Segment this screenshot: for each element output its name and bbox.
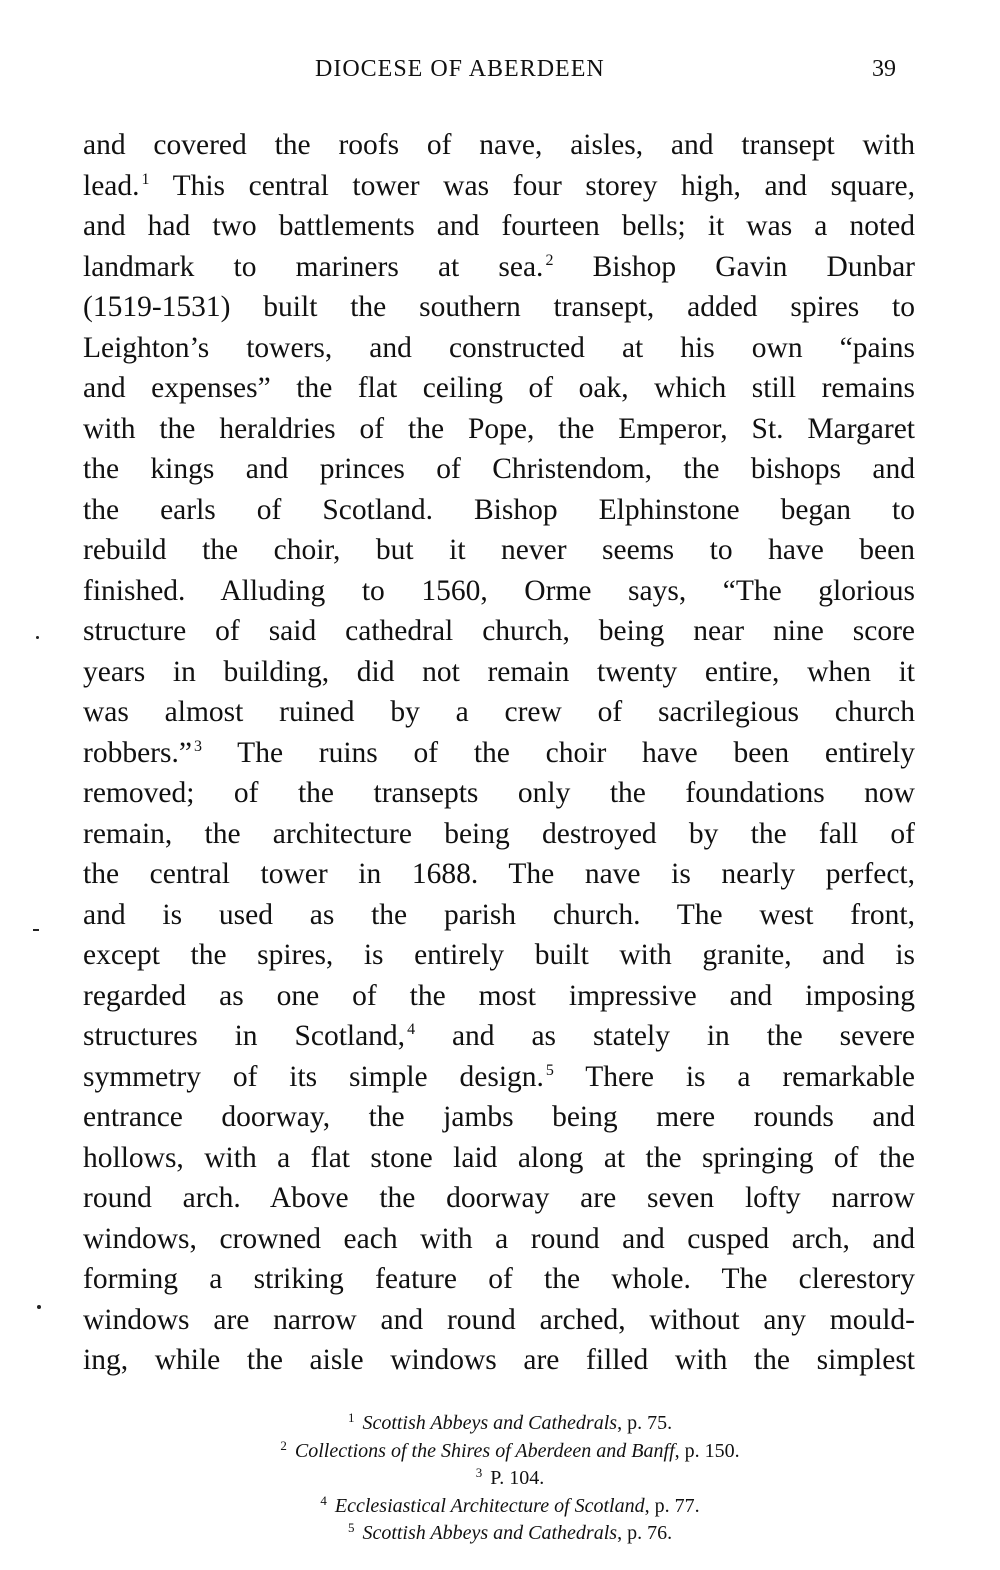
footnote-reference: 3 bbox=[193, 737, 202, 755]
scan-speck bbox=[37, 1305, 41, 1309]
text-line bbox=[83, 1219, 915, 1260]
text-line bbox=[83, 1300, 915, 1341]
line-text: with the heraldries of the Pope, the Emperor, St. Margaret bbox=[83, 412, 915, 445]
text-line bbox=[83, 166, 915, 207]
line-text: remain, the architecture being destroyed by the fall of bbox=[83, 817, 915, 850]
line-text: windows are narrow and round arched, without any mould- bbox=[83, 1303, 915, 1336]
text-line bbox=[83, 1016, 915, 1057]
text-line bbox=[83, 976, 915, 1017]
line-text: finished. Alluding to 1560, Orme says, “The glorious bbox=[83, 574, 915, 607]
line-text: the earls of Scotland. Bishop Elphinstone began to bbox=[83, 493, 915, 526]
line-text: This central tower was four storey high, and square, bbox=[149, 169, 915, 202]
text-line bbox=[83, 1057, 915, 1098]
line-text: regarded as one of the most impressive and imposing bbox=[83, 979, 915, 1012]
text-line bbox=[83, 368, 915, 409]
text-line bbox=[83, 814, 915, 855]
footnote-mark: 4 bbox=[320, 1492, 327, 1508]
text-line bbox=[83, 247, 915, 288]
text-line bbox=[83, 652, 915, 693]
line-text: The ruins of the choir have been entirely bbox=[201, 736, 915, 769]
line-text: structures in Scotland, bbox=[83, 1020, 406, 1052]
footnote-mark: 5 bbox=[347, 1520, 355, 1535]
text-line bbox=[83, 773, 915, 814]
line-text: except the spires, is entirely built with granite, and is bbox=[83, 939, 915, 971]
footnote-mark: 2 bbox=[280, 1437, 287, 1453]
line-text: removed; of the transepts only the foundations now bbox=[83, 777, 915, 809]
line-text: symmetry of its simple design. bbox=[83, 1060, 544, 1093]
text-line bbox=[83, 125, 915, 166]
line-text: and as stately in the severe bbox=[415, 1020, 915, 1052]
scan-speck bbox=[33, 929, 39, 931]
footnote-reference: 2 bbox=[545, 251, 554, 269]
footnote-reference: 1 bbox=[141, 170, 150, 188]
text-line bbox=[83, 611, 915, 652]
text-line bbox=[83, 409, 915, 450]
text-line bbox=[83, 1178, 915, 1219]
line-text: ing, while the aisle windows are filled with the simplest bbox=[83, 1344, 915, 1376]
text-line bbox=[83, 692, 915, 733]
page-number: 39 bbox=[872, 56, 896, 82]
line-text: the kings and princes of Christendom, the bishops and bbox=[83, 453, 915, 485]
line-text: windows, crowned each with a round and cusped arch, and bbox=[83, 1222, 915, 1255]
line-text: robbers.” bbox=[83, 736, 192, 769]
footnote-page: , p. 77. bbox=[644, 1494, 700, 1517]
text-line bbox=[83, 895, 915, 936]
footnote-page: , p. 150. bbox=[674, 1439, 740, 1462]
footnote-mark: 1 bbox=[347, 1410, 355, 1425]
footnote-source-title: Ecclesiastical Architecture of Scotland bbox=[334, 1494, 645, 1517]
line-text: and had two battlements and fourteen bells; it was a noted bbox=[83, 210, 915, 242]
footnote-page: P. 104. bbox=[490, 1467, 545, 1489]
line-text: structure of said cathedral church, being near nine score bbox=[83, 615, 915, 647]
footnote bbox=[0, 1459, 1000, 1487]
line-text: Leighton’s towers, and constructed at his own “pains bbox=[83, 331, 915, 364]
line-text: hollows, with a flat stone laid along at the springing of the bbox=[83, 1141, 915, 1174]
running-title: DIOCESE OF ABERDEEN bbox=[315, 56, 605, 82]
footnote bbox=[0, 1404, 1000, 1432]
text-line bbox=[83, 1097, 915, 1138]
text-line bbox=[83, 490, 915, 531]
text-line bbox=[83, 1138, 915, 1179]
line-text: (1519-1531) built the southern transept, added spires to bbox=[83, 291, 915, 323]
footnote-mark: 3 bbox=[475, 1465, 483, 1480]
line-text: years in building, did not remain twenty entire, when it bbox=[83, 655, 915, 688]
line-text: landmark to mariners at sea. bbox=[83, 250, 544, 283]
footnote bbox=[0, 1514, 1000, 1542]
footnote bbox=[0, 1432, 1000, 1460]
footnote-reference: 5 bbox=[545, 1061, 554, 1079]
line-text: rebuild the choir, but it never seems to have been bbox=[83, 534, 915, 566]
text-line bbox=[83, 287, 915, 328]
line-text: and is used as the parish church. The west front, bbox=[83, 898, 915, 931]
line-text: lead. bbox=[83, 169, 140, 202]
footnote bbox=[0, 1487, 1000, 1515]
footnote-source-title: Scottish Abbeys and Cathedrals bbox=[362, 1522, 618, 1544]
footnote-source-title: Collections of the Shires of Aberdeen and Banff bbox=[294, 1439, 675, 1462]
line-text: entrance doorway, the jambs being mere rounds and bbox=[83, 1101, 915, 1133]
body-text bbox=[83, 125, 915, 1381]
footnotes bbox=[0, 1404, 1000, 1542]
line-text: There is a remarkable bbox=[553, 1060, 915, 1093]
text-line bbox=[83, 571, 915, 612]
text-line bbox=[83, 1340, 915, 1381]
page-header bbox=[0, 52, 1000, 92]
line-text: and expenses” the flat ceiling of oak, which still remains bbox=[83, 372, 915, 404]
line-text: was almost ruined by a crew of sacrilegious church bbox=[83, 696, 915, 728]
footnote-page: , p. 75. bbox=[617, 1412, 673, 1434]
text-line bbox=[83, 1259, 915, 1300]
text-line bbox=[83, 328, 915, 369]
line-text: the central tower in 1688. The nave is nearly perfect, bbox=[83, 858, 915, 890]
text-line bbox=[83, 449, 915, 490]
line-text: forming a striking feature of the whole. The clerestory bbox=[83, 1263, 915, 1295]
text-line bbox=[83, 854, 915, 895]
text-line bbox=[83, 206, 915, 247]
text-line bbox=[83, 935, 915, 976]
line-text: Bishop Gavin Dunbar bbox=[553, 250, 916, 283]
footnote-page: , p. 76. bbox=[617, 1522, 673, 1544]
footnote-reference: 4 bbox=[407, 1021, 416, 1038]
line-text: round arch. Above the doorway are seven lofty narrow bbox=[83, 1182, 915, 1214]
text-line bbox=[83, 733, 915, 774]
text-line bbox=[83, 530, 915, 571]
line-text: and covered the roofs of nave, aisles, and transept with bbox=[83, 129, 915, 161]
scan-speck bbox=[36, 636, 39, 639]
footnote-source-title: Scottish Abbeys and Cathedrals bbox=[362, 1412, 618, 1434]
